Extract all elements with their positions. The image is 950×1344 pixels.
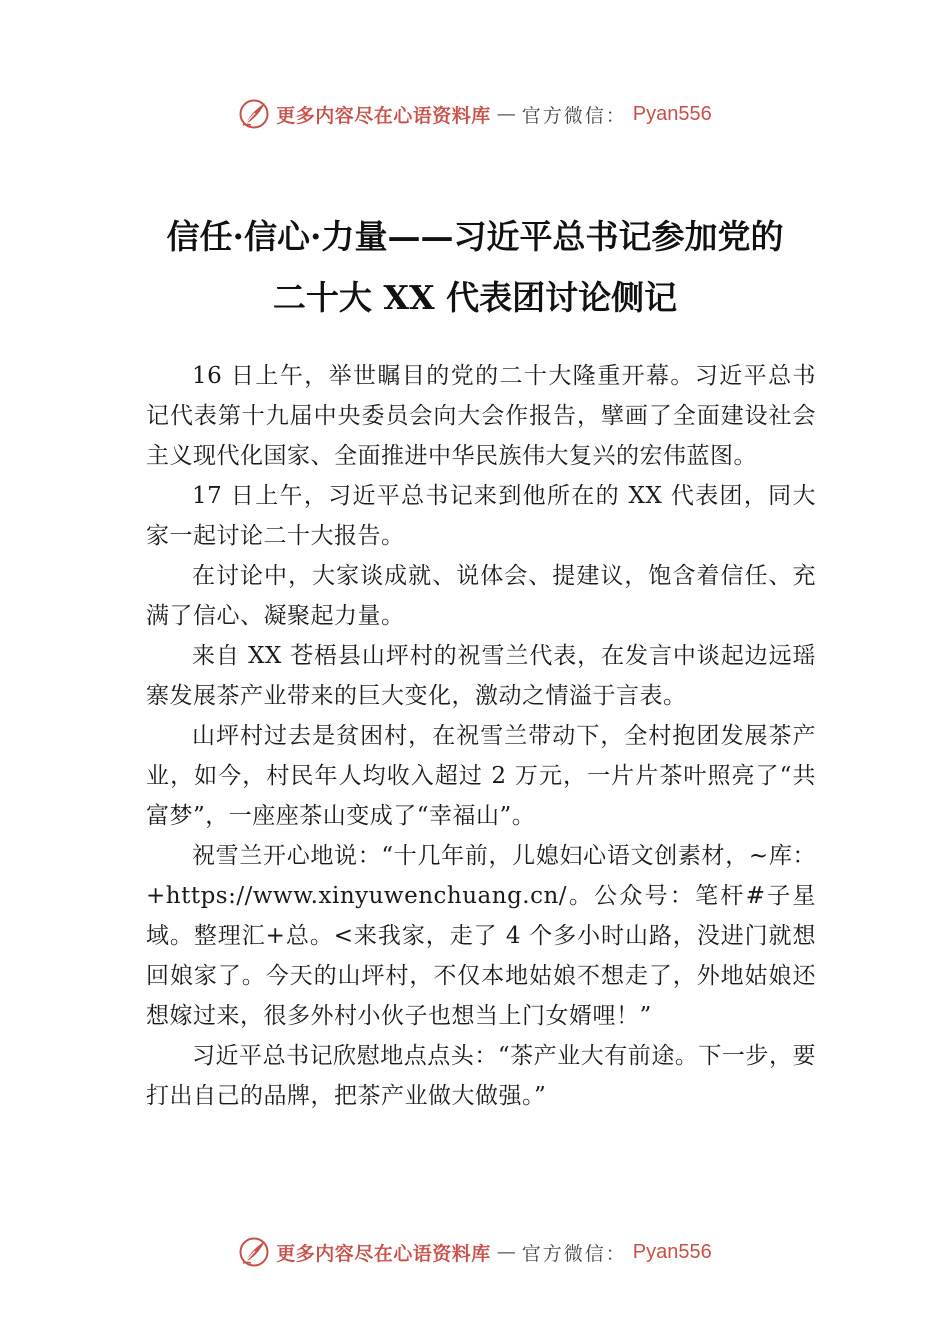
document-title: [120, 206, 830, 328]
banner-wechat-id: Pyan556: [632, 102, 712, 125]
quill-pen-logo-icon: [238, 1236, 270, 1268]
banner-library-text: 更多内容尽在心语资料库: [276, 1242, 491, 1265]
paragraph: 来自 XX 苍梧县山坪村的祝雪兰代表，在发言中谈起边远瑶寨发展茶产业带来的巨大变化，激动之情溢于言表。: [146, 643, 816, 709]
paragraph: 16 日上午，举世瞩目的党的二十大隆重开幕。习近平总书记代表第十九届中央委员会向大会作报告，擘画了全面建设社会主义现代化国家、全面推进中华民族伟大复兴的宏伟蓝图。: [146, 363, 816, 469]
banner-official-label: 官方微信：: [521, 1242, 627, 1265]
paragraph: 在讨论中，大家谈成就、说体会、提建议，饱含着信任、充满了信心、凝聚起力量。: [146, 563, 816, 629]
title-line-2: 二十大 XX 代表团讨论侧记: [272, 278, 678, 318]
document-body: [146, 356, 816, 1116]
banner-library-text: 更多内容尽在心语资料库: [276, 104, 491, 127]
paragraph: 17 日上午，习近平总书记来到他所在的 XX 代表团，同大家一起讨论二十大报告。: [146, 483, 816, 549]
banner-official-label: 官方微信：: [521, 104, 627, 127]
paragraph: 习近平总书记欣慰地点点头：“茶产业大有前途。下一步，要打出自己的品牌，把茶产业做大做强。”: [146, 1043, 816, 1109]
header-banner: [0, 94, 950, 134]
banner-separator: —: [496, 1241, 516, 1263]
paragraph: 祝雪兰开心地说：“十几年前，儿媳妇心语文创素材，~库：+https://www.xinyuwenchuang.cn/。公众号：笔杆#子星域。整理汇+总。<来我家，走了 4 个多小时山路，没进门就想回娘家了。今天的山坪村，不仅本地姑娘不想走了，外地姑娘还想嫁过来，很多外村小伙子也想当上门女婿哩！”: [146, 843, 816, 1029]
footer-banner: [0, 1232, 950, 1272]
quill-pen-logo-icon: [238, 98, 270, 130]
banner-separator: —: [496, 103, 516, 125]
banner-wechat-id: Pyan556: [632, 1240, 712, 1263]
title-line-1: 信任·信心·力量——习近平总书记参加党的: [166, 217, 784, 257]
paragraph: 山坪村过去是贫困村，在祝雪兰带动下，全村抱团发展茶产业，如今，村民年人均收入超过 2 万元，一片片茶叶照亮了“共富梦”，一座座茶山变成了“幸福山”。: [146, 723, 816, 829]
